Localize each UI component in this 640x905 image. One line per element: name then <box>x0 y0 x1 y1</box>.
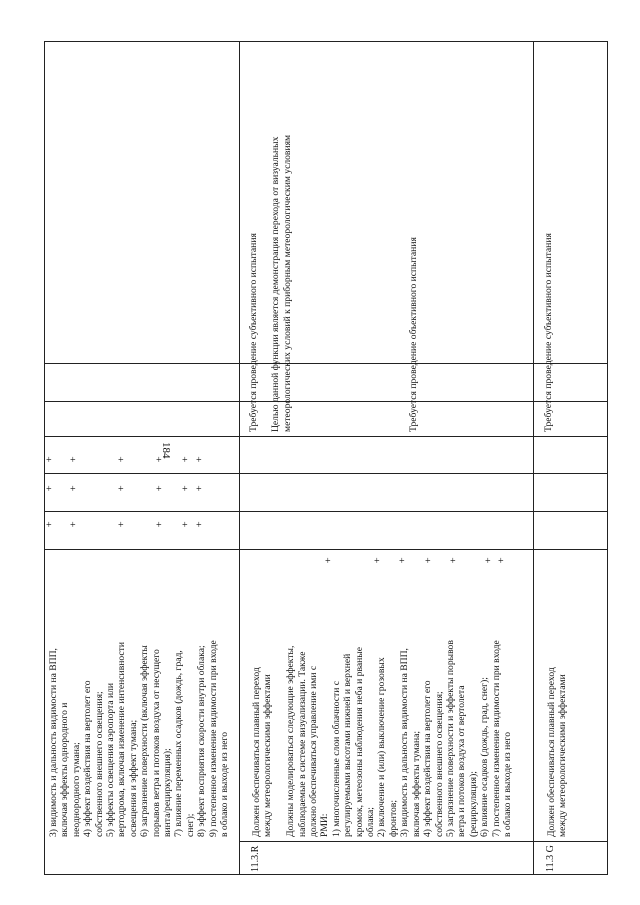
row2-note-objective: Требуется проведение объективного испытания <box>408 237 419 432</box>
row1-description <box>48 552 231 837</box>
row2-line: между метеорологическими эффектами <box>262 674 274 837</box>
plus-mark: + <box>70 520 76 531</box>
row1-line: снег); <box>184 813 196 837</box>
plus-mark: + <box>156 455 162 466</box>
row2-line: 7) постепенное изменение видимости при входе <box>490 640 502 837</box>
row2-line: включая эффекты тумана; <box>410 731 422 837</box>
row1-line: в облако и выходе из него <box>219 732 231 837</box>
row1-line: включая эффекты однородного и <box>59 702 71 837</box>
row1-line: вертодрома, включая изменение интенсивности <box>116 642 128 837</box>
table-border-right <box>607 41 608 875</box>
row-separator-1 <box>239 41 240 875</box>
column-separator-mark2 <box>44 473 608 474</box>
plus-mark: + <box>70 484 76 495</box>
row2-line: кромок, метеозоны наблюдения неба и рваные <box>353 647 365 837</box>
row1-line: 9) постепенное изменение видимости при входе <box>207 640 219 837</box>
plus-mark: + <box>46 520 52 531</box>
row1-line: 5) эффекты освещения аэропорта или <box>105 682 117 837</box>
plus-mark: + <box>182 455 188 466</box>
plus-mark: + <box>70 455 76 466</box>
row1-line: 3) видимость и дальность видимости на ВПП, <box>48 648 59 837</box>
row2-line: наблюдаемые в системе визуализации. Также <box>296 651 308 837</box>
row1-line: освещения и эффект тумана; <box>127 719 139 837</box>
plus-mark: + <box>196 455 202 466</box>
column-separator-mark4 <box>44 401 608 402</box>
row3-line: Должен обеспечиваться плавный переход <box>546 667 557 837</box>
table-border-top <box>44 41 608 42</box>
row2-line: 4) эффект воздействия на вертолет его <box>422 680 434 837</box>
column-separator-mark3 <box>44 436 608 437</box>
plus-mark: + <box>196 520 202 531</box>
plus-mark: + <box>46 455 52 466</box>
plus-mark: + <box>450 556 456 567</box>
row2-line: 6) влияние осадков (дождь, град, снег); <box>479 677 491 837</box>
row2-line: 3) видимость и дальность видимости на ВПП, <box>399 648 411 837</box>
row1-line: 7) влияние переменных осадков (дождь, град, <box>173 650 185 837</box>
row2-line: регулируемыми высотами нижней и верхней <box>342 653 354 837</box>
row2-line: собственного внешнего освещения; <box>433 691 445 837</box>
plus-mark: + <box>425 556 431 567</box>
row2-line: (рециркуляция); <box>467 771 479 837</box>
row2-line: 5) загрязнение поверхности и эффекты порывов <box>444 640 456 837</box>
column-separator-mark1 <box>44 511 608 512</box>
plus-mark: + <box>196 484 202 495</box>
row1-line: 8) эффект восприятия скорости внутри облака; <box>196 645 208 837</box>
plus-mark: + <box>399 556 405 567</box>
plus-mark: + <box>325 556 331 567</box>
plus-mark: + <box>374 556 380 567</box>
row2-line: фронтов; <box>387 799 399 837</box>
plus-mark: + <box>498 556 504 567</box>
row2-description <box>251 552 513 837</box>
row3-line: между метеорологическими эффектами <box>557 674 569 837</box>
page-number: 184 <box>160 442 172 459</box>
row2-line: облака; <box>365 807 377 837</box>
plus-mark: + <box>118 520 124 531</box>
row2-line: 1) многочисленные слои облачности с <box>330 681 342 837</box>
row1-line: 6) загрязнение поверхности (включая эффекты <box>139 645 151 837</box>
row2-line: в облако и выходе из него <box>501 732 513 837</box>
plus-mark: + <box>182 484 188 495</box>
table-border-left <box>44 41 45 875</box>
row2-note-purpose-line1: Целью данной функции является демонстрация перехода от визуальных <box>270 136 281 432</box>
row2-line: РМИ: <box>319 813 331 837</box>
row2-line: Должен обеспечиваться плавный переход <box>251 667 262 837</box>
row1-line: неоднородного тумана; <box>70 742 82 837</box>
row1-line: собственного внешнего освещения; <box>93 691 105 837</box>
plus-mark: + <box>485 556 491 567</box>
row2-id: 11.3.R <box>250 845 261 872</box>
plus-mark: + <box>156 520 162 531</box>
plus-mark: + <box>156 484 162 495</box>
row2-note-purpose-line2: метеорологических условий к приборным метеорологическим условиям <box>282 134 293 432</box>
row-separator-2 <box>533 41 534 875</box>
row2-line: 2) включение и (или) выключение грозовых <box>376 657 388 837</box>
row1-line: 4) эффект воздействия на вертолет его <box>82 680 94 837</box>
plus-mark: + <box>118 455 124 466</box>
row2-line <box>274 552 285 837</box>
column-separator-mark5 <box>44 363 608 364</box>
plus-mark: + <box>118 484 124 495</box>
row2-line: Должны моделироваться следующие эффекты, <box>285 645 297 837</box>
plus-mark: + <box>46 484 52 495</box>
row3-description <box>546 552 569 837</box>
row2-note-subjective: Требуется проведение субъективного испытания <box>248 233 259 432</box>
row1-line: винта/рециркуляция); <box>162 748 174 837</box>
row2-line: ветра и потоков воздуха от вертолета <box>456 685 468 837</box>
row3-id: 11.3 G <box>545 845 556 872</box>
column-separator-id <box>239 841 608 842</box>
row1-line: порывов ветра и потоков воздуха от несущего <box>150 649 162 837</box>
table-border-bottom <box>44 874 608 875</box>
row3-note-subjective: Требуется проведение субъективного испытания <box>543 233 554 432</box>
row2-line: должно обеспечиваться управление ими с <box>308 665 320 837</box>
column-separator-description <box>44 549 608 550</box>
plus-mark: + <box>182 520 188 531</box>
